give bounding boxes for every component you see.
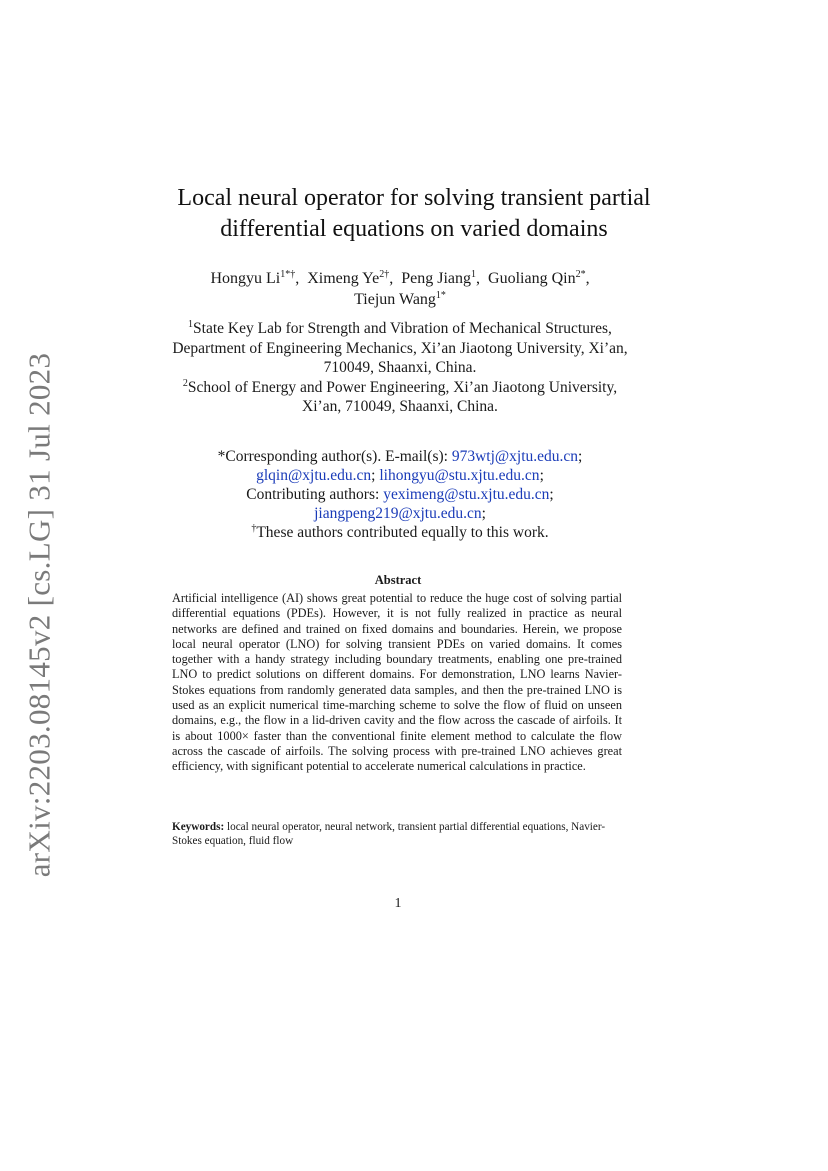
email-link[interactable]: lihongyu@stu.xjtu.edu.cn	[379, 467, 540, 484]
equal-contribution-note: These authors contributed equally to this work.	[256, 524, 549, 541]
author-mark: 2†	[379, 269, 390, 280]
author-mark: 1*†	[280, 269, 296, 280]
email-link[interactable]: jiangpeng219@xjtu.edu.cn	[314, 505, 482, 522]
keywords	[172, 820, 622, 848]
affiliation-mark: 2	[182, 377, 188, 389]
abstract-text: Artificial intelligence (AI) shows great potential to reduce the huge cost of solving partial differential equations (PDEs). However, it is not fully realized in practice as neural networks are defined and trained on fixed domains and boundaries. Herein, we propose local neural operator (LNO) for solving transient PDEs on varied domains. It comes together with a handy strategy including boundary treatments, enabling one pre-trained LNO to predict solutions on different domains. For demonstration, LNO learns Navier-Stokes equations from randomly generated data samples, and then the pre-trained LNO is used as an explicit numerical time-marching scheme to solve the flow of fluid on unseen domains, e.g., the flow in a lid-driven cavity and the flow across the cascade of airfoils. It is about 1000× faster than the conventional finite element method to calculate the flow across the cascade of airfoils. The solving process with pre-trained LNO achieves great efficiency, with significant potential to accelerate numerical calculations in practice.	[172, 591, 622, 774]
affiliations	[0, 319, 800, 417]
title-line-1: Local neural operator for solving transient partial	[177, 185, 651, 211]
author-name: Hongyu Li	[210, 270, 281, 287]
dagger-mark: †	[251, 523, 257, 534]
paper-title	[0, 183, 828, 245]
affiliation-2-line-2: Xi’an, 710049, Shaanxi, China.	[302, 398, 498, 415]
email-link[interactable]: 973wtj@xjtu.edu.cn	[451, 448, 579, 465]
email-link[interactable]: yeximeng@stu.xjtu.edu.cn	[383, 486, 550, 503]
author-name: Tiejun Wang	[354, 291, 436, 308]
author-name: Peng Jiang	[401, 270, 472, 287]
contributing-label: Contributing authors:	[246, 486, 380, 503]
page-number: 1	[394, 896, 402, 911]
arxiv-id: arXiv:2203.08145v2 [cs.LG] 31 Jul 2023	[21, 352, 57, 878]
affiliation-2-line-1: School of Energy and Power Engineering, Xi’an Jiaotong University,	[187, 378, 618, 396]
author-mark: 1*	[435, 290, 446, 301]
affiliation-1-line-2: Department of Engineering Mechanics, Xi’an Jiaotong University, Xi’an,	[172, 339, 628, 357]
author-mark: 2*	[575, 269, 586, 280]
author-name: Guoliang Qin	[488, 270, 576, 287]
author-mark: 1	[471, 269, 477, 280]
affiliation-1-line-3: 710049, Shaanxi, China.	[323, 359, 477, 376]
author-name: Ximeng Ye	[307, 270, 380, 287]
affiliation-1-line-1: State Key Lab for Strength and Vibration of Mechanical Structures,	[193, 320, 612, 337]
affiliation-mark: 1	[188, 319, 194, 330]
contact-info: *Corresponding author(s). E-mail(s): 973wtj@xjtu.edu.cn; glqin@xjtu.edu.cn; lihongyu@stu.xjtu.edu.cn; Contributing authors: yeximeng@stu.xjtu.edu.cn; jiangpeng219@xjtu.edu.cn; †These authors contributed equally to this work.	[217, 448, 583, 541]
keywords-label: Keywords:	[172, 821, 225, 833]
title-line-2: differential equations on varied domains	[220, 216, 608, 242]
abstract-heading: Abstract	[374, 573, 422, 587]
corresponding-label: *Corresponding author(s). E-mail(s):	[217, 448, 448, 465]
email-link[interactable]: glqin@xjtu.edu.cn	[256, 467, 372, 484]
author-list: Hongyu $Li^{1*\dagger}$, Ximeng $Ye^{2\dagger}$, Peng Jiang$^1$, Guoliang Qin$^{2*}$, Tiejun Wang$^{1*}$	[210, 269, 590, 308]
keywords-text: local neural operator, neural network, transient partial differential equations, Navier-Stokes equation, fluid flow	[172, 821, 606, 847]
